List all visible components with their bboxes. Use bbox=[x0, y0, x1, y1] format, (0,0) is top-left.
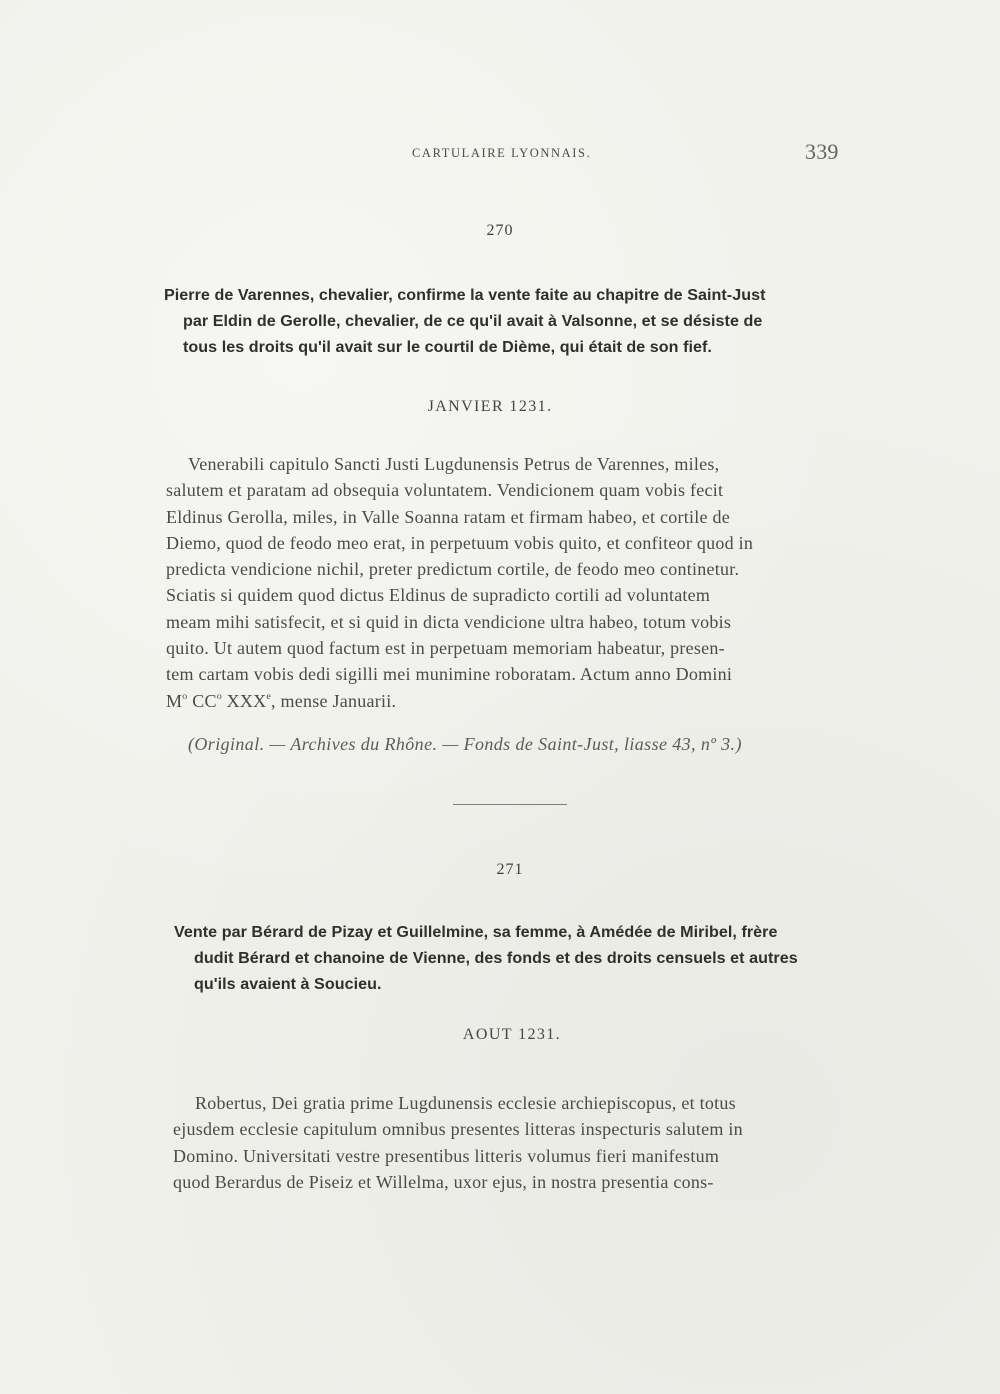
document-summary-271 bbox=[174, 919, 864, 997]
text-line: quito. Ut autem quod factum est in perpetuam memoriam habeatur, presen- bbox=[166, 638, 725, 659]
text-line: tem cartam vobis dedi sigilli mei munimine roboratam. Actum anno Domini bbox=[166, 664, 733, 685]
text-line: predicta vendicione nichil, preter predictum cortile, de feodo meo continetur. bbox=[166, 559, 740, 580]
text-line: salutem et paratam ad obsequia voluntatem. Vendicionem quam vobis fecit bbox=[166, 480, 724, 501]
running-title: CARTULAIRE LYONNAIS. bbox=[412, 146, 592, 160]
numeral-xxx: XXX bbox=[221, 690, 267, 711]
summary-line: par Eldin de Gerolle, chevalier, de ce qu'il avait à Valsonne, et se désiste de bbox=[183, 312, 763, 330]
latin-text-270 bbox=[166, 451, 856, 714]
text-line: quod Berardus de Piseiz et Willelma, uxor ejus, in nostra presentia cons- bbox=[173, 1171, 714, 1192]
summary-line: Pierre de Varennes, chevalier, confirme la vente faite au chapitre de Saint-Just bbox=[164, 286, 766, 304]
section-divider bbox=[453, 804, 567, 805]
text-line: meam mihi satisfecit, et si quid in dicta vendicione ultra habeo, totum vobis bbox=[166, 611, 732, 632]
numeral-m: M bbox=[166, 690, 183, 711]
numeral-cc: CC bbox=[187, 690, 217, 711]
summary-line: qu'ils avaient à Soucieu. bbox=[194, 975, 382, 993]
text-line-last bbox=[166, 688, 856, 714]
text-line: ejusdem ecclesie capitulum omnibus presentes litteras inspecturis salutem in bbox=[173, 1119, 743, 1140]
summary-line: tous les droits qu'il avait sur le courtil de Dième, qui était de son fief. bbox=[183, 338, 712, 356]
numeral-cc-sup: o bbox=[216, 690, 222, 702]
text-line: Eldinus Gerolla, miles, in Valle Soanna ratam et firmam habeo, et cortile de bbox=[166, 506, 731, 527]
page-number: 339 bbox=[805, 139, 839, 164]
numeral-xxx-sup: e bbox=[266, 690, 272, 702]
text-line: Sciatis si quidem quod dictus Eldinus de supradicto cortili ad voluntatem bbox=[166, 585, 711, 606]
numeral-m-sup: o bbox=[182, 690, 188, 702]
document-number-270: 270 bbox=[486, 222, 514, 239]
summary-line: dudit Bérard et chanoine de Vienne, des fonds et des droits censuels et autres bbox=[194, 949, 798, 967]
text-line: Diemo, quod de feodo meo erat, in perpetuum vobis quito, et confiteor quod in bbox=[166, 532, 754, 553]
date-text: , mense Januarii. bbox=[271, 690, 397, 711]
text-line: Robertus, Dei gratia prime Lugdunensis ecclesie archiepiscopus, et totus bbox=[195, 1093, 736, 1113]
document-date-270: JANVIER 1231. bbox=[427, 398, 553, 415]
document-number-271: 271 bbox=[496, 861, 524, 878]
text-line: Domino. Universitati vestre presentibus litteris volumus fieri manifestum bbox=[173, 1145, 720, 1166]
summary-line: Vente par Bérard de Pizay et Guillelmine, sa femme, à Amédée de Miribel, frère bbox=[174, 923, 778, 941]
source-note-270: (Original. — Archives du Rhône. — Fonds de Saint-Just, liasse 43, nº 3.) bbox=[188, 734, 742, 754]
document-summary-270 bbox=[164, 282, 854, 360]
text-line: Venerabili capitulo Sancti Justi Lugdunensis Petrus de Varennes, miles, bbox=[188, 454, 720, 474]
document-date-271: AOUT 1231. bbox=[462, 1026, 562, 1043]
latin-text-271 bbox=[173, 1090, 863, 1195]
